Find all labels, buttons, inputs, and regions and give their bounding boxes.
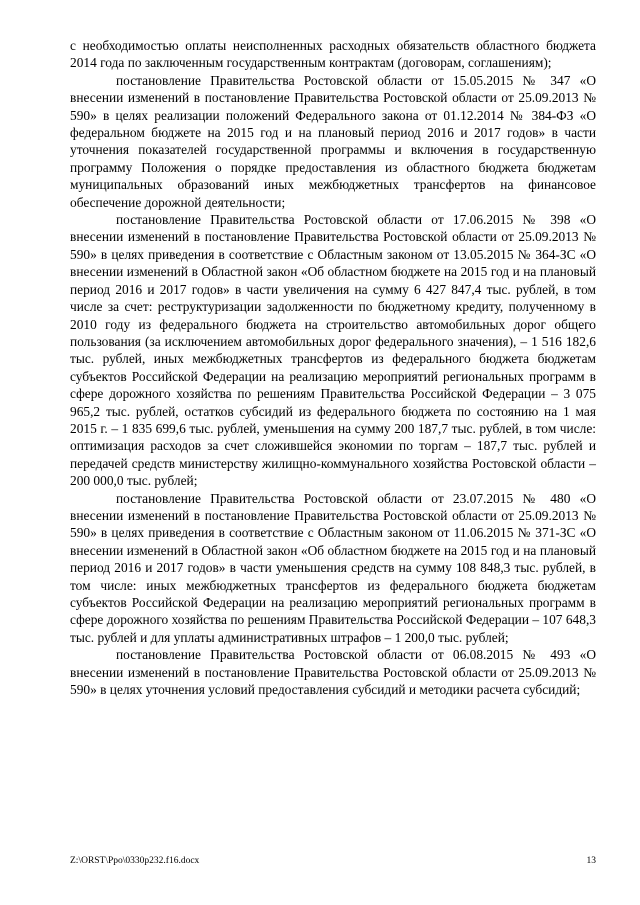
paragraph-resolution-347: постановление Правительства Ростовской области от 15.05.2015 № 347 «О внесении изменений в постановление Правительства Ростовской области от 25.09.2013 № 590» в целях реализации положений Федерального закона от 01.12.2014 № 384-ФЗ «О федеральном бюджете на 2015 год и на плановый период 2016 и 2017 годов» в части уточнения показателей государственной программы и включения в государственную программу Положения о порядке предоставления из областного бюджета бюджетам муниципальных образований иных межбюджетных трансфертов на финансовое обеспечение дорожной деятельности; <box>70 72 596 210</box>
paragraph-resolution-493: постановление Правительства Ростовской области от 06.08.2015 № 493 «О внесении изменений в постановление Правительства Ростовской области от 25.09.2013 № 590» в целях уточнения условий предоставления субсидий и методики расчета субсидий; <box>70 647 596 698</box>
paragraph-resolution-480: постановление Правительства Ростовской области от 23.07.2015 № 480 «О внесении изменений в постановление Правительства Ростовской области от 25.09.2013 № 590» в целях приведения в соответствие с Областным законом от 11.06.2015 № 371-ЗС «О внесении изменений в Областной закон «Об областном бюджете на 2015 год и на плановый период 2016 и 2017 годов» в части уменьшения средств на сумму 108 848,3 тыс. рублей, в том числе: иных межбюджетных трансфертов из федерального бюджета бюджетам субъектов Российской Федерации на реализацию мероприятий региональных программ в сфере дорожного хозяйства по решениям Правительства Российской Федерации – 107 648,3 тыс. рублей и для уплаты административных штрафов – 1 200,0 тыс. рублей; <box>70 490 596 645</box>
page-number: 13 <box>586 856 596 866</box>
paragraph-resolution-398: постановление Правительства Ростовской области от 17.06.2015 № 398 «О внесении изменений в постановление Правительства Ростовской области от 25.09.2013 № 590» в целях приведения в соответствие с Областным законом от 13.05.2015 № 364-ЗС «О внесении изменений в Областной закон «Об областном бюджете на 2015 год и на плановый период 2016 и 2017 годов» в части увеличения на сумму 6 427 847,4 тыс. рублей, в том числе за счет: реструктуризации задолженности по бюджетному кредиту, полученному в 2010 году из федерального бюджета на строительство автомобильных дорог общего пользования (за исключением автомобильных дорог федерального значения), – 1 516 182,6 тыс. рублей, иных межбюджетных трансфертов из федерального бюджета бюджетам субъектов Российской Федерации на реализацию мероприятий региональных программ в сфере дорожного хозяйства по решениям Правительства Российской Федерации – 3 075 965,2 тыс. рублей, остатков субсидий из федерального бюджета по состоянию на 1 мая 2015 г. – 1 835 699,6 тыс. рублей, уменьшения на сумму 200 187,7 тыс. рублей, в том числе: оптимизация расходов за счет сложившейся экономии по торгам – 187,7 тыс. рублей и передачей средств министерству жилищно-коммунального хозяйства Ростовской области – 200 000,0 тыс. рублей; <box>70 212 596 489</box>
paragraph-continuation: с необходимостью оплаты неисполненных расходных обязательств областного бюджета 2014 года по заключенным государственным контрактам (договорам, соглашениям); <box>70 38 596 71</box>
document-body <box>70 37 596 698</box>
footer-file-path: Z:\ORST\Ppo\0330p232.f16.docx <box>70 856 200 866</box>
